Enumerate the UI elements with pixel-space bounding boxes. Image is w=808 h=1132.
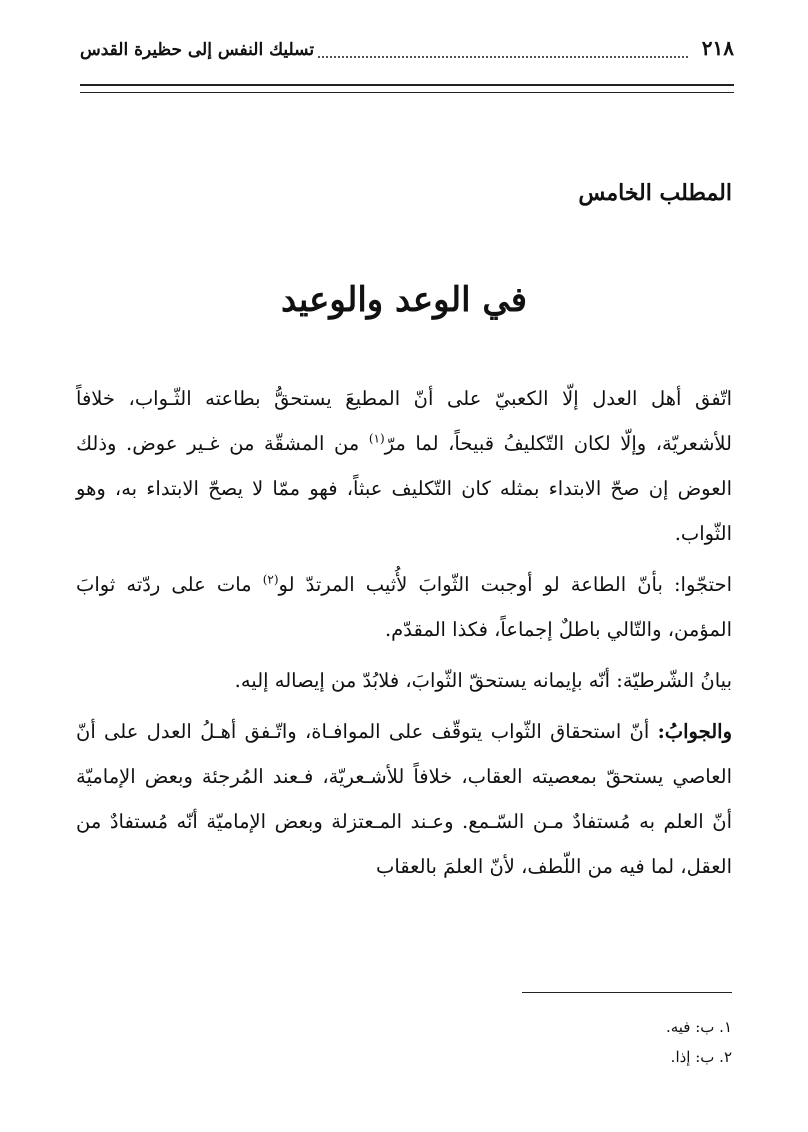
page-number: ٢١٨ <box>701 36 734 60</box>
footnote-1: ١. ب: فيه. <box>665 1018 732 1036</box>
footnote-separator <box>522 992 732 993</box>
footnote-2: ٢. ب: إذا. <box>670 1048 732 1066</box>
running-title: تسليك النفس إلى حظيرة القدس <box>80 40 315 60</box>
header-double-rule <box>80 84 734 93</box>
paragraph-3: بيانُ الشّرطيّة: أنّه بإيمانه يستحقّ الثّوابَ، فلابُدّ من إيصاله إليه. <box>234 669 732 692</box>
answer-lead: والجوابُ: <box>657 720 732 743</box>
footnotes <box>666 1012 732 1072</box>
paragraph-2-text: احتجّوا: بأنّ الطاعة لو أوجبت الثّوابَ لأُثيب المرتدّ لو <box>278 573 732 596</box>
section-heading: المطلب الخامس <box>578 180 732 206</box>
paragraph-1-continued: من المشقّة من غـير عوض. وذلك العوض إن صحّ الابتداء بمثله كان التّكليف عبثاً، فهو ممّا لا يصحّ الابتداء به، وهو الثّواب. <box>76 432 732 545</box>
paragraph-4-text: أنّ استحقاق الثّواب يتوقّف على الموافـاة، واتّـفق أهـلُ العدل على أنّ العاصي يستحقّ بمعصيته العقاب، خلافاً للأشـعريّة، فـعند المُرجئة وبعض الإماميّة أنّ العلم به مُستفادٌ مـن السّـمع. وعـند المـعتزلة وبعض الإماميّة أنّه مُستفادٌ من العقل، لما فيه من اللّطف، لأنّ العلمَ بالعقاب <box>76 720 732 878</box>
header-dot-leader <box>318 56 688 58</box>
paragraph-4 <box>76 709 732 889</box>
paragraph-2-continued: مات على ردّته ثوابَ المؤمن، والتّالي باطلٌ إجماعاً، فكذا المقدّم. <box>76 573 732 641</box>
footnote-ref-2: (٢) <box>262 572 279 587</box>
chapter-title: في الوعد والوعيد <box>281 280 527 320</box>
paragraph-1 <box>76 376 732 556</box>
footnote-ref-1: (١) <box>368 431 385 446</box>
body-text <box>76 376 732 895</box>
paragraph-1-text: اتّفق أهل العدل إلّا الكعبيّ على أنّ المطيعَ يستحقُّ بطاعته الثّـواب، خلافاً للأشعريّة، وإلّا لكان التّكليفُ قبيحاً، لما مرّ <box>76 387 732 455</box>
paragraph-2 <box>76 562 732 652</box>
running-header <box>80 36 734 76</box>
